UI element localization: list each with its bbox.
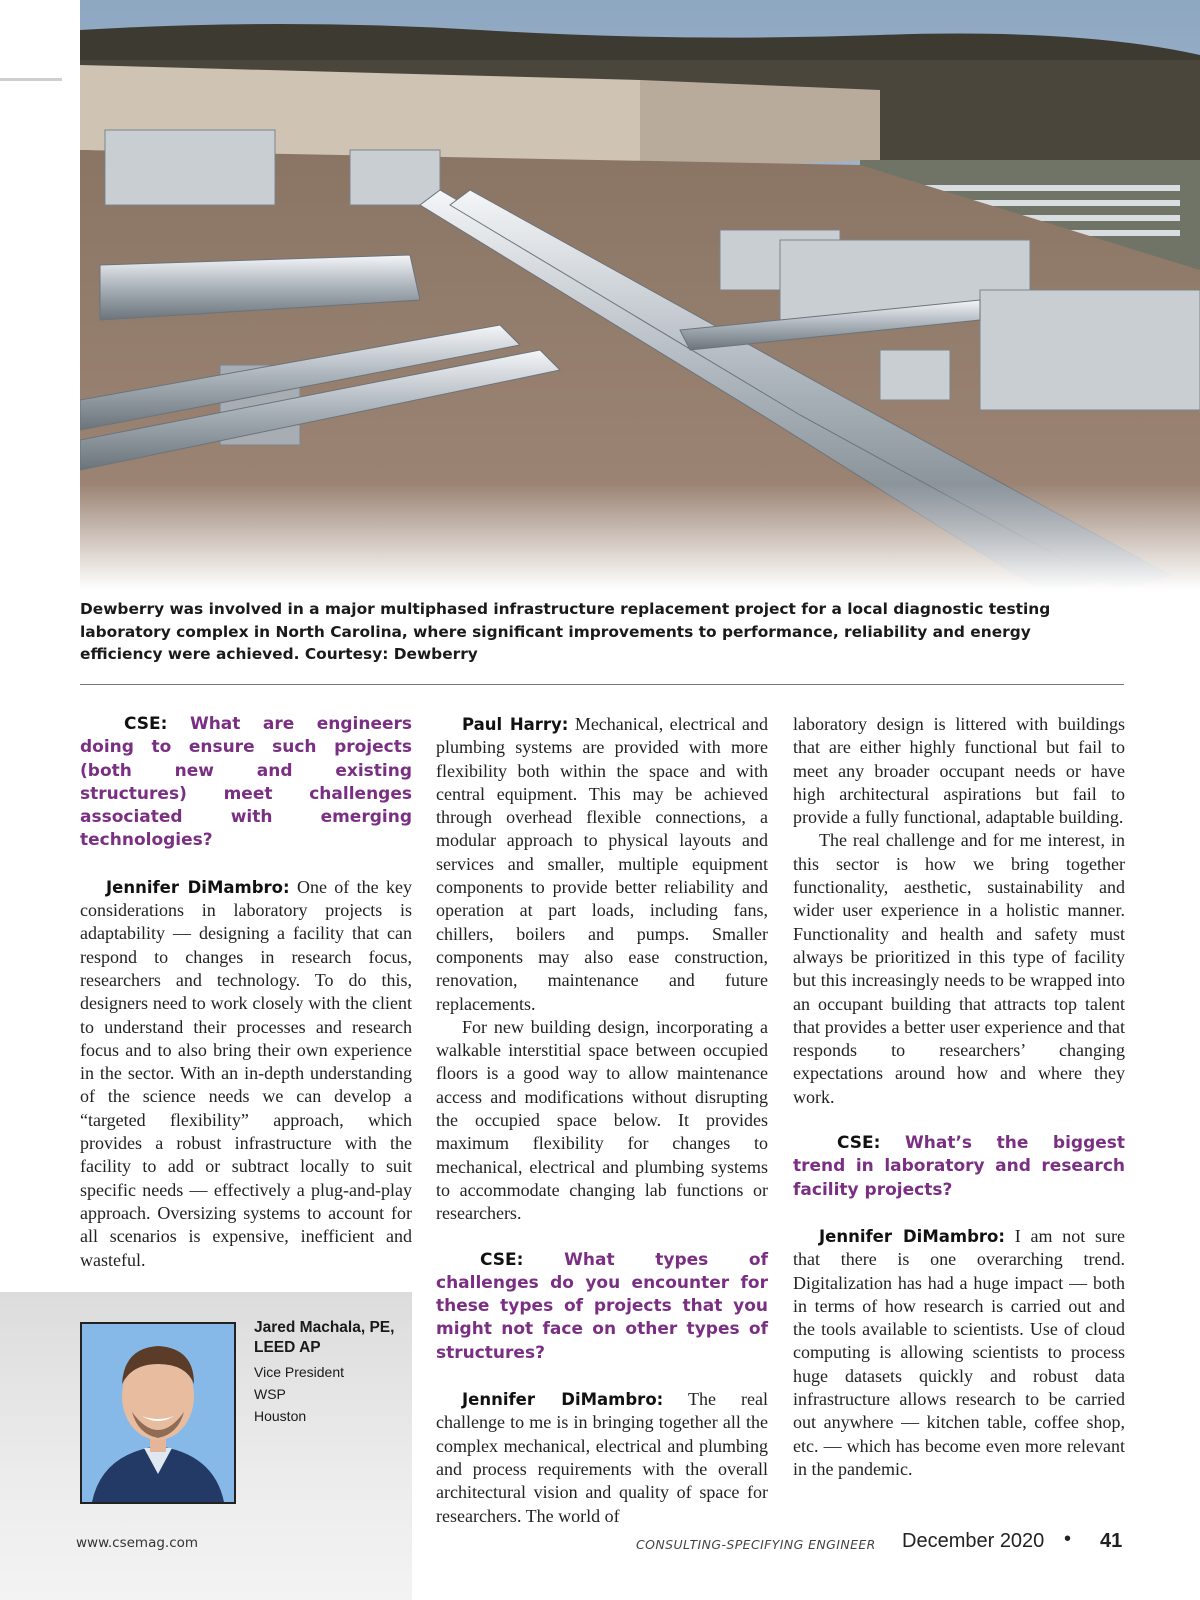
question-2-text: What types of challenges do you encounter for these types of projects that you might not face on other types of structures? <box>436 1249 769 1363</box>
question-1 <box>80 713 412 853</box>
rooftop-photo-illustration <box>80 0 1200 590</box>
answer-2-paragraph-2: For new building design, incorporating a walkable interstitial space between occupied floors is a good way to allow maintenance access and modifications without disrupting the occupied space below. It provides maximum flexibility for changes to mechanical, electrical and plumbing systems to accommodate changing lab functions or researchers. <box>436 1016 768 1224</box>
question-2 <box>436 1249 768 1365</box>
footer-bullet: • <box>1064 1528 1072 1550</box>
caption-divider <box>80 684 1124 685</box>
question-1-label: CSE: <box>124 714 168 734</box>
answer-1-text: One of the key considerations in laboratory projects is adaptability — designing a facility that can respond to changes in research focus, researchers and technology. To do this, designers need to work closely with the client to understand their processes and research focus and to also bring their own experience in the sector. With an in-depth understanding of the science needs we can develop a “targeted flexibility” approach, which provides a robust infrastructure with the facility to add or subtract locally to suit specific needs — effectively a plug-and-play approach. Oversizing systems to account for all scenarios is expensive, inefficient and wasteful. <box>80 876 413 1270</box>
answer-3-text: The real challenge to me is in bringing together all the complex mechanical, electrical and plumbing and process requirements with the overall architectural vision and quality of space for researchers. The world of <box>436 1389 768 1526</box>
answer-4-paragraph <box>793 1225 1125 1481</box>
question-2-label: CSE: <box>480 1249 524 1270</box>
margin-tab-mark <box>0 78 62 81</box>
bio-city: Houston <box>254 1408 307 1424</box>
footer-website: www.csemag.com <box>76 1535 199 1551</box>
answer-4-text: I am not sure that there is one overarching trend. Digitalization has had a huge impact — both in terms of how research is carried out and the tools available to scientists. Use of cloud computing is allowing scientists to process huge datasets quickly and robust data infrastructure allows research to be carried out anywhere — kitchen table, coffee shop, etc. — which has become even more relevant in the pandemic. <box>793 1225 1126 1479</box>
headshot-illustration <box>82 1324 234 1502</box>
answer-3-paragraph-2: The real challenge and for me interest, in this sector is how we bring together functionality, aesthetic, sustainability and wider user experience in a holistic manner. Functionality and health and safety must always be prioritized in this type of facility but this increasingly needs to be wrapped into an occupant building that attracts top talent that provides a better user experience and that responds to researchers’ changing expectations around how and where they work. <box>793 830 1125 1107</box>
footer-date: December 2020 <box>902 1530 1045 1552</box>
article-column-1 <box>80 713 412 1272</box>
photo-caption: Dewberry was involved in a major multiphased infrastructure replacement project for a local diagnostic testing laboratory complex in North Carolina, where significant improvements to performance, reliability and energy efficiency were achieved. Courtesy: Dewberry <box>80 600 1051 663</box>
footer-publication: CONSULTING-SPECIFYING ENGINEER <box>636 1537 876 1552</box>
answer-1-paragraph <box>80 876 412 1272</box>
answer-4-speaker: Jennifer DiMambro: <box>819 1226 1005 1246</box>
question-1-text: What are engineers doing to ensure such projects (both new and existing structures) meet challenges associated with emerging technologies? <box>80 714 413 851</box>
answer-3-continued: laboratory design is littered with buildings that are either highly functional but fail to meet any broader occupant needs or have high architectural aspirations but fail to provide a fully functional, adaptable building. <box>793 714 1125 828</box>
rooftop-photo <box>80 0 1200 590</box>
question-3-text: What’s the biggest trend in laboratory and research facility projects? <box>793 1133 1126 1200</box>
answer-3-paragraph <box>436 1388 768 1528</box>
answer-2-paragraph <box>436 713 768 1016</box>
headshot-photo <box>80 1322 236 1504</box>
answer-2-text: Mechanical, electrical and plumbing systems are provided with more flexibility both within the space and with central equipment. This may be achieved through overhead flexible connections, a modular approach to physical layouts and services and smaller, multiple equipment components to provide better reliability and operation at part loads, including fans, chillers, boilers and pumps. Smaller components may also ease construction, renovation, maintenance and future replacements. <box>436 714 768 1014</box>
question-3 <box>793 1132 1125 1202</box>
answer-3-speaker: Jennifer DiMambro: <box>462 1390 664 1410</box>
answer-1-speaker: Jennifer DiMambro: <box>106 877 290 897</box>
bio-name: Jared Machala, PE, LEED AP <box>254 1319 395 1356</box>
bio-company: WSP <box>254 1386 286 1402</box>
margin-strip <box>0 0 80 1290</box>
article-column-3 <box>793 713 1125 1481</box>
answer-2-speaker: Paul Harry: <box>462 715 569 734</box>
page-number: 41 <box>1100 1530 1123 1552</box>
bio-title: Vice President <box>254 1364 345 1380</box>
question-3-label: CSE: <box>837 1133 881 1154</box>
article-column-2 <box>436 713 768 1528</box>
